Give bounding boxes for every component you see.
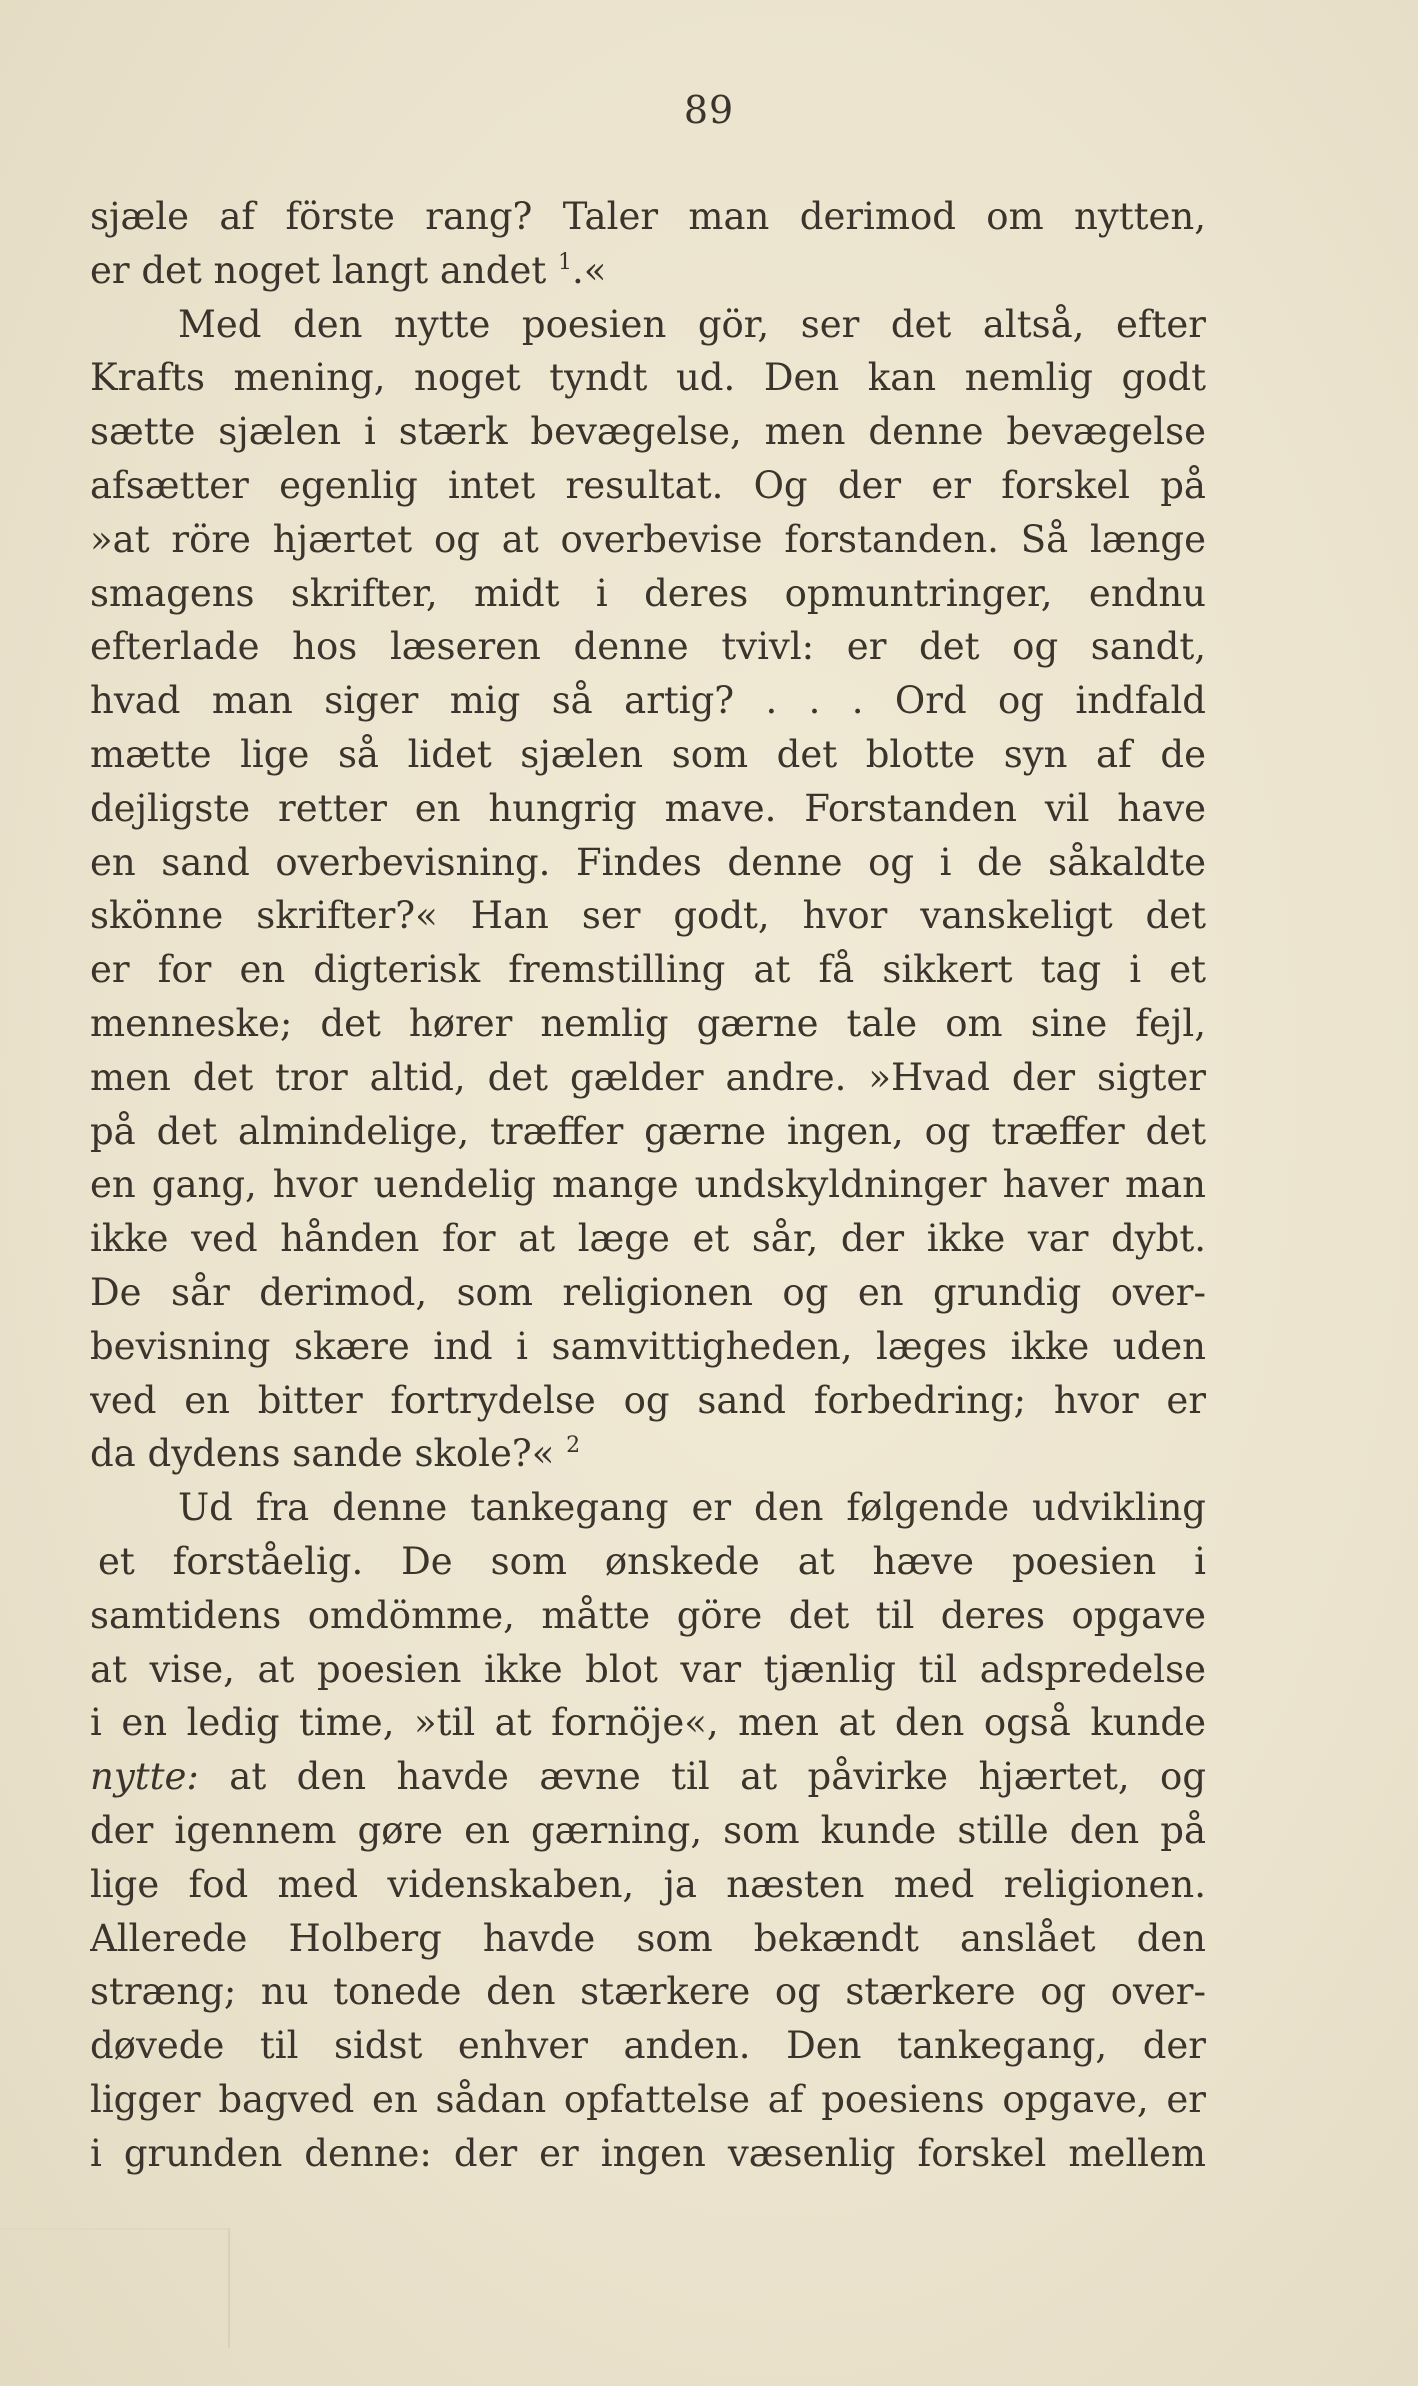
text-line: stræng; nu tonede den stærkere og stærkere og over- [90, 1970, 1206, 2014]
body-text [90, 190, 1206, 2180]
text-line-content: er det noget langt andet [90, 248, 547, 292]
text-line: ligger bagved en sådan opfattelse af poesiens opgave, er [90, 2077, 1206, 2121]
text-line: men det tror altid, det gælder andre. »Hvad der sigter [90, 1055, 1206, 1099]
text-line: i en ledig time, »til at fornöje«, men at den også kunde [90, 1701, 1206, 1745]
text-line: hvad man siger mig så artig? . . . Ord og indfald [90, 679, 1206, 723]
text-line: Ud fra denne tankegang er den følgende udvikling [178, 1486, 1206, 1530]
text-line: mætte lige så lidet sjælen som det blotte syn af de [90, 732, 1206, 776]
text-line: samtidens omdömme, måtte göre det til deres opgave [90, 1593, 1206, 1637]
text-line: på det almindelige, træffer gærne ingen, og træffer det [90, 1109, 1206, 1153]
text-line [90, 1750, 1206, 1804]
text-line: i grunden denne: der er ingen væsenlig forskel mellem [90, 2131, 1206, 2175]
text-line: Allerede Holberg havde som bekændt anslået den [90, 1916, 1206, 1960]
text-line: der igennem gøre en gærning, som kunde stille den på [90, 1808, 1206, 1852]
italic-word: nytte: [90, 1755, 199, 1799]
text-line: ikke ved hånden for at læge et sår, der ikke var dybt. [90, 1217, 1206, 1261]
text-line: menneske; det hører nemlig gærne tale om sine fejl, [90, 1001, 1206, 1045]
text-line-content: at den havde ævne til at påvirke hjærtet, og [229, 1755, 1206, 1799]
text-line: døvede til sidst enhver anden. Den tankegang, der [90, 2024, 1206, 2068]
page-number: 89 [683, 88, 735, 132]
text-line: Krafts mening, noget tyndt ud. Den kan nemlig godt [90, 356, 1206, 400]
text-line: skönne skrifter?« Han ser godt, hvor vanskeligt det [90, 894, 1206, 938]
text-line: efterlade hos læseren denne tvivl: er det og sandt, [90, 625, 1206, 669]
page-edge-mark [0, 2228, 230, 2348]
text-line: lige fod med videnskaben, ja næsten med religionen. [90, 1862, 1206, 1906]
text-line: at vise, at poesien ikke blot var tjænlig til adspredelse [90, 1647, 1206, 1691]
footnote-mark: 1 [558, 249, 573, 275]
text-line: »at röre hjærtet og at overbevise forstanden. Så længe [90, 517, 1206, 561]
text-line: ved en bitter fortrydelse og sand forbedring; hvor er [90, 1378, 1206, 1422]
text-line [90, 1427, 1206, 1481]
text-line: er for en digterisk fremstilling at få sikkert tag i et [90, 948, 1206, 992]
text-line: Med den nytte poesien gör, ser det altså, efter [178, 302, 1206, 346]
text-line: en sand overbevisning. Findes denne og i de såkaldte [90, 840, 1206, 884]
text-line: De sår derimod, som religionen og en grundig over- [90, 1270, 1206, 1314]
text-line-content: da dydens sande skole?« [90, 1432, 555, 1476]
text-line: afsætter egenlig intet resultat. Og der er forskel på [90, 463, 1206, 507]
text-line: dejligste retter en hungrig mave. Forstanden vil have [90, 786, 1206, 830]
text-line: en gang, hvor uendelig mange undskyldninger haver man [90, 1163, 1206, 1207]
text-line: smagens skrifter, midt i deres opmuntringer, endnu [90, 571, 1206, 615]
text-line: et forståelig. De som ønskede at hæve poesien i [98, 1539, 1206, 1583]
footnote-mark: 2 [566, 1433, 581, 1459]
text-line: sætte sjælen i stærk bevægelse, men denne bevægelse [90, 410, 1206, 454]
text-line: sjæle af förste rang? Taler man derimod om nytten, [90, 195, 1206, 238]
text-line: bevisning skære ind i samvittigheden, læges ikke uden [90, 1324, 1206, 1368]
text-line [90, 244, 1206, 298]
text-line-suffix: .« [572, 248, 607, 292]
